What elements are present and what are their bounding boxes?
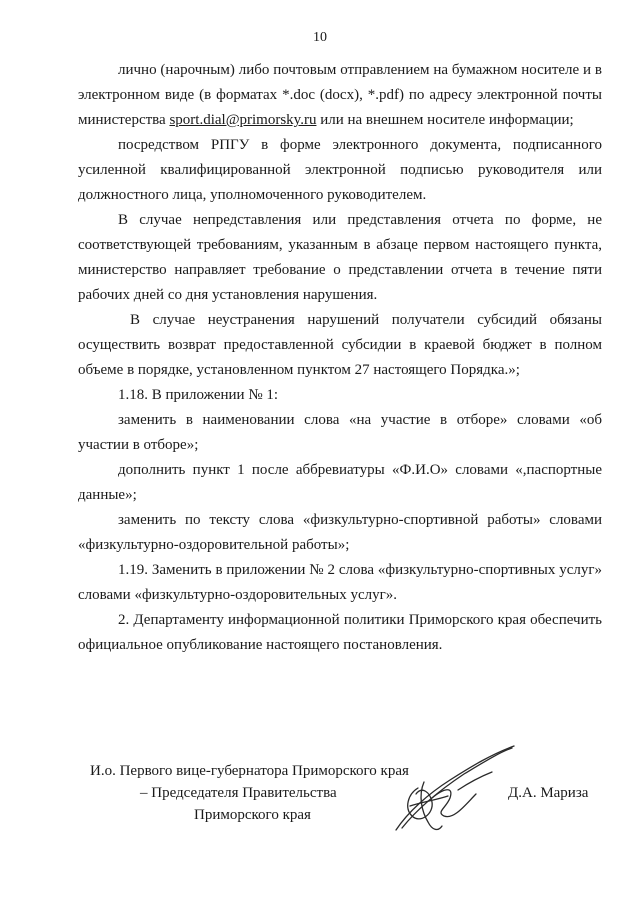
signatory-title-line: – Председателя Правительства (140, 785, 337, 801)
signatory-title-line: Приморского края (194, 807, 311, 823)
paragraph-text: лично (нарочным) либо почтовым отправлением на бумажном носителе и в электронном виде (в форматах *.doc (docx), *.pdf) по адресу электронной почты министерства (78, 62, 602, 128)
signatory-name: Д.А. Мариза (508, 785, 589, 801)
page-number: 10 (313, 30, 327, 45)
document-body (78, 58, 602, 658)
paragraph-submission-paper (78, 58, 602, 133)
paragraph-publication: 2. Департаменту информационной политики Приморского края обеспечить официальное опубликование настоящего постановления. (78, 612, 602, 653)
paragraph-appendix-1: 1.18. В приложении № 1: (118, 387, 279, 403)
paragraph-report-requirement: В случае непредставления или представления отчета по форме, не соответствующей требованиям, указанным в абзаце первом настоящего пункта, министерство направляет требование о представлении отчета в течение пяти рабочих дней со дня установления нарушения. (78, 212, 602, 303)
paragraph-subsidy-return: В случае неустранения нарушений получатели субсидий обязаны осуществить возврат предоставленной субсидии в краевой бюджет в полном объеме в порядке, установленном пунктом 27 настоящего Порядка.»; (78, 312, 602, 378)
signatory-title (90, 760, 430, 826)
signatory-title-line: И.о. Первого вице-губернатора Приморского края (90, 763, 409, 779)
paragraph-submission-rpgu: посредством РПГУ в форме электронного документа, подписанного усиленной квалифицированной электронной подписью руководителя или должностного лица, уполномоченного руководителем. (78, 137, 602, 203)
email-link[interactable]: sport.dial@primorsky.ru (169, 112, 317, 128)
paragraph-replace-text: заменить по тексту слова «физкультурно-спортивной работы» словами «физкультурно-оздоровительной работы»; (78, 512, 602, 553)
paragraph-add-passport: дополнить пункт 1 после аббревиатуры «Ф.И.О» словами «,паспортные данные»; (78, 462, 602, 503)
paragraph-text: или на внешнем носителе информации; (316, 112, 574, 128)
paragraph-replace-title: заменить в наименовании слова «на участие в отборе» словами «об участии в отборе»; (78, 412, 602, 453)
handwritten-signature (388, 742, 518, 838)
paragraph-appendix-2: 1.19. Заменить в приложении № 2 слова «физкультурно-спортивных услуг» словами «физкультурно-оздоровительных услуг». (78, 562, 602, 603)
